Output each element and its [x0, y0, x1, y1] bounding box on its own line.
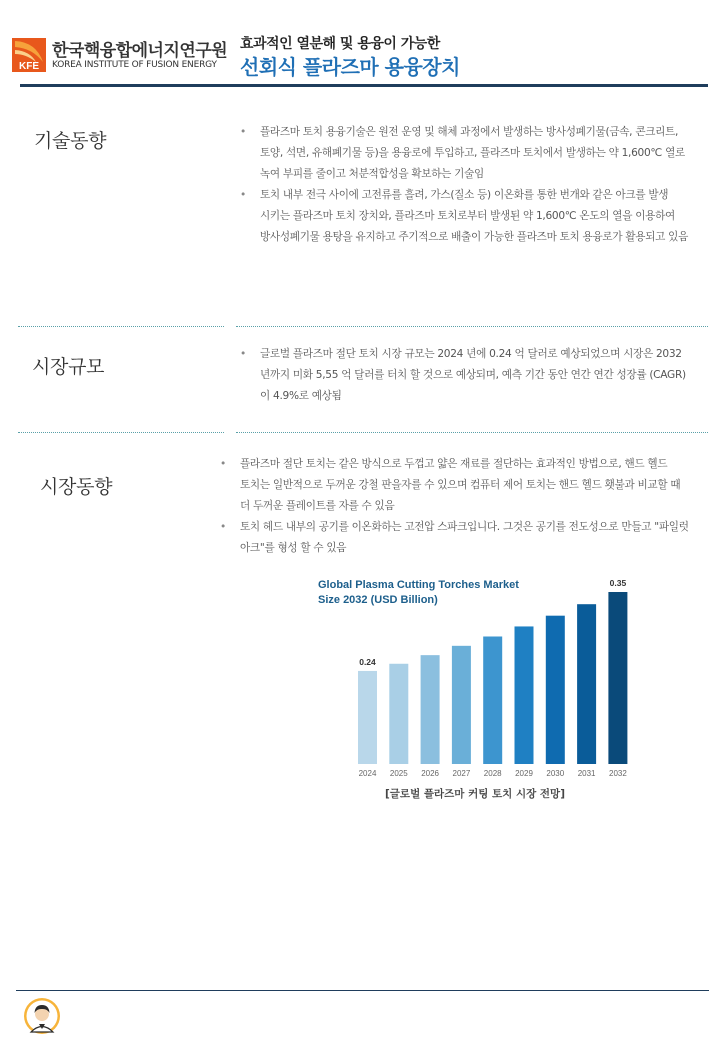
- bullet-icon: •: [240, 348, 246, 360]
- x-tick-label: 2030: [546, 769, 565, 778]
- x-tick-label: 2025: [389, 769, 408, 778]
- section-divider-right: [236, 326, 708, 327]
- market-trend-bullet-list: [220, 454, 692, 559]
- avatar-icon: [22, 996, 62, 1036]
- page-subtitle: 효과적인 열분해 및 용융이 가능한: [240, 36, 440, 52]
- chart-bar: [577, 604, 596, 764]
- section-divider-left: [18, 432, 224, 433]
- x-tick-label: 2028: [483, 769, 502, 778]
- x-tick-label: 2024: [358, 769, 377, 778]
- chart-bar: [546, 616, 565, 764]
- chart-caption: [글로벌 플라즈마 커팅 토치 시장 전망]: [384, 788, 566, 800]
- x-tick-label: 2031: [577, 769, 596, 778]
- list-item: [220, 517, 692, 559]
- chart-title: Global Plasma Cutting Torches Market: [318, 579, 519, 591]
- chart-bar: [483, 636, 502, 764]
- page-header: [0, 0, 720, 88]
- bullet-icon: •: [220, 458, 226, 470]
- section-divider-right: [236, 432, 708, 433]
- chart-bar: [421, 655, 440, 764]
- data-label: 0.24: [359, 656, 376, 667]
- bullet-icon: •: [240, 189, 246, 201]
- section-title-market-size: 시장규모: [32, 356, 105, 378]
- chart-bar: [608, 592, 627, 764]
- market-size-chart: [316, 570, 636, 790]
- list-item: [240, 344, 692, 407]
- x-tick-label: 2027: [452, 769, 471, 778]
- bullet-text: 토치 내부 전극 사이에 고전류를 흘려, 가스(질소 등) 이온화를 통한 번개와 같은 아크를 발생 시키는 플라즈마 토치 장치와, 플라즈마 토치로부터 발생된 약 1,600℃ 온도의 열을 이용하여 방사성폐기물 용탕을 유지하고 주기적으로 배출이 가능한 플라즈마 토치 용융로가 활용되고 있음: [260, 189, 689, 243]
- org-name-english: KOREA INSTITUTE OF FUSION ENERGY: [52, 60, 217, 70]
- x-tick-label: 2032: [609, 769, 627, 778]
- x-tick-label: 2029: [515, 769, 533, 778]
- chart-title: Size 2032 (USD Billion): [318, 594, 438, 606]
- bullet-text: 플라즈마 절단 토치는 같은 방식으로 두껍고 얇은 재료를 절단하는 효과적인 방법으로, 핸드 헬드 토치는 일반적으로 두꺼운 강철 판을자를 수 있으며 컴퓨터 제어 토치는 핸드 헬드 횃불과 비교할 때 더 두꺼운 플레이트를 자를 수 있음: [240, 458, 681, 512]
- section-title-tech: 기술동향: [34, 130, 107, 152]
- chart-bar: [515, 626, 534, 764]
- chart-bar: [452, 646, 471, 764]
- list-item: [240, 185, 692, 248]
- bar-chart: [316, 570, 636, 790]
- list-item: [240, 122, 692, 185]
- page-title: 선회식 플라즈마 용융장치: [240, 55, 460, 79]
- org-name-korean: 한국핵융합에너지연구원: [52, 41, 228, 61]
- section-divider-left: [18, 326, 224, 327]
- section-title-market-trend: 시장동향: [40, 476, 113, 498]
- bullet-text: 토치 헤드 내부의 공기를 이온화하는 고전압 스파크입니다. 그것은 공기를 전도성으로 만들고 "파일럿 아크"를 형성 할 수 있음: [240, 521, 689, 554]
- footer-divider: [16, 990, 709, 991]
- tech-bullet-list: [240, 122, 692, 248]
- header-divider: [20, 84, 708, 87]
- data-label: 0.35: [609, 578, 627, 588]
- market-size-bullet-list: [240, 344, 692, 407]
- chart-bar: [389, 664, 408, 764]
- list-item: [220, 454, 692, 517]
- logo-text: KFE: [19, 61, 39, 72]
- bullet-icon: •: [220, 521, 226, 533]
- bullet-text: 플라즈마 토치 용융기술은 원전 운영 및 해체 과정에서 발생하는 방사성폐기물(금속, 콘크리트,토양, 석면, 유해폐기물 등)을 용융로에 투입하고, 플라즈마 토치에서 발생하는 약 1,600℃ 열로 녹여 부피를 줄이고 처분적합성을 확보하는 기술임: [260, 126, 685, 180]
- chart-bar: [358, 671, 377, 764]
- kfe-logo-icon: [12, 38, 46, 72]
- bullet-text: 글로벌 플라즈마 절단 토치 시장 규모는 2024 년에 0.24 억 달러로 예상되었으며 시장은 2032 년까지 미화 5,55 억 달러를 터치 할 것으로 예상되며, 예측 기간 동안 연간 연간 성장률 (CAGR)이 4.9%로 예상됨: [260, 348, 686, 402]
- bullet-icon: •: [240, 126, 246, 138]
- x-tick-label: 2026: [421, 769, 439, 778]
